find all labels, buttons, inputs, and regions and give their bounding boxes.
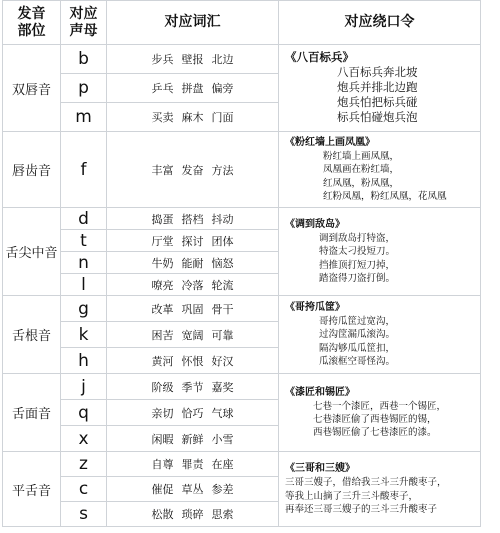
twister-title: 《八百标兵》	[285, 49, 354, 64]
table-row	[3, 132, 481, 208]
words-cell	[107, 74, 279, 103]
twister-title: 《调到敌岛》	[285, 218, 345, 230]
word: 小雪	[211, 432, 234, 446]
table-row	[3, 452, 481, 477]
table-row	[3, 45, 481, 74]
word: 琐碎	[181, 508, 204, 521]
initial-cell: k	[61, 322, 107, 348]
twister-line: 过沟筐漏瓜滚沟。	[319, 329, 396, 341]
place-cell: 双唇音	[3, 45, 61, 132]
word: 参差	[211, 483, 234, 496]
words-cell	[107, 426, 279, 452]
word: 能耐	[181, 256, 204, 270]
twister-line: 标兵怕碰炮兵泡	[337, 110, 418, 125]
word: 可靠	[211, 328, 234, 342]
header-initial-line2: 声母	[69, 22, 98, 39]
initial-cell: s	[61, 502, 107, 527]
word: 门面	[211, 111, 234, 124]
initials-table	[2, 0, 481, 527]
twister-line: 特盗太刁投短刀。	[319, 246, 396, 258]
initial-cell: m	[61, 103, 107, 132]
twister-line: 等我上山摘了三升三斗酸枣子，	[285, 490, 419, 502]
initial-cell: j	[61, 374, 107, 400]
initial-cell: l	[61, 274, 107, 296]
word: 松散	[151, 508, 174, 521]
word: 改革	[151, 302, 174, 316]
word: 团体	[211, 234, 234, 248]
place-cell: 平舌音	[3, 452, 61, 527]
word: 季节	[181, 380, 204, 394]
word: 新鲜	[181, 432, 204, 446]
initial-cell: t	[61, 230, 107, 252]
word: 抖动	[211, 212, 234, 226]
words-cell	[107, 477, 279, 502]
twister-line: 粉红墙上画凤凰，	[323, 151, 400, 163]
word: 闲暇	[151, 432, 174, 446]
header-place-line2: 部位	[17, 22, 46, 39]
word: 捣蛋	[151, 212, 174, 226]
word: 麻木	[181, 111, 204, 124]
initial-cell: h	[61, 348, 107, 374]
initial-cell: x	[61, 426, 107, 452]
words-cell	[107, 274, 279, 296]
word: 黄河	[151, 354, 174, 368]
place-cell: 舌尖中音	[3, 208, 61, 296]
twister-cell	[279, 452, 481, 527]
twister-cell	[279, 45, 481, 132]
twister-line: 八百标兵奔北坡	[337, 65, 418, 80]
initial-cell: q	[61, 400, 107, 426]
word: 思索	[211, 508, 234, 521]
word: 恰巧	[181, 406, 204, 420]
word: 催促	[151, 483, 174, 496]
twister-line: 七巷一个漆匠，西巷一个锡匠，	[313, 400, 447, 412]
twister-line: 红粉凤凰，粉红凤凰，花凤凰	[323, 190, 447, 202]
word: 北边	[211, 53, 234, 66]
word: 阶级	[151, 380, 174, 394]
header-initial-line1: 对应	[69, 5, 98, 22]
word: 轮流	[211, 278, 234, 292]
words-cell	[107, 374, 279, 400]
twister-cell	[279, 208, 481, 296]
initial-cell: n	[61, 252, 107, 274]
words-cell	[107, 252, 279, 274]
initial-cell: c	[61, 477, 107, 502]
twister-title: 《粉红墙上画凤凰》	[285, 136, 375, 148]
twister-title: 《漆匠和锡匠》	[285, 386, 355, 398]
twister-cell	[279, 296, 481, 374]
words-cell	[107, 132, 279, 208]
table-row	[3, 208, 481, 230]
word: 探讨	[181, 234, 204, 248]
word: 好汉	[211, 354, 234, 368]
twister-cell	[279, 374, 481, 452]
word: 困苦	[151, 328, 174, 342]
twister-line: 七巷漆匠偷了西巷锡匠的锡，	[313, 414, 437, 425]
twister-line: 挡推顶打短刀掉，	[319, 259, 396, 271]
word: 丰富	[151, 163, 174, 177]
twister-title: 《哥挎瓜筐》	[285, 301, 345, 313]
place-cell: 舌面音	[3, 374, 61, 452]
table-row	[3, 374, 481, 400]
word: 拼盘	[181, 82, 204, 95]
words-cell	[107, 348, 279, 374]
word: 买卖	[151, 111, 174, 124]
word: 方法	[211, 163, 234, 177]
word: 气球	[211, 406, 234, 420]
word: 宽阔	[181, 328, 204, 342]
header-initial	[61, 1, 107, 45]
words-cell	[107, 400, 279, 426]
twister-line: 凤凰画在粉红墙，	[323, 164, 400, 176]
word: 巩固	[181, 302, 204, 316]
twister-line: 西巷锡匠偷了七巷漆匠的漆。	[313, 427, 437, 439]
twister-line: 调到敌岛打特盗，	[319, 233, 396, 245]
twister-line: 瓜滚框空哥怪沟。	[319, 355, 396, 367]
initial-cell: p	[61, 74, 107, 103]
word: 恼怒	[211, 256, 234, 270]
header-twister: 对应绕口令	[279, 1, 481, 45]
words-cell	[107, 296, 279, 322]
initial-cell: z	[61, 452, 107, 477]
twister-title: 《三哥和三嫂》	[285, 463, 355, 475]
word: 亲切	[151, 406, 174, 420]
twister-cell	[279, 132, 481, 208]
words-cell	[107, 208, 279, 230]
word: 嘉奖	[211, 380, 234, 394]
twister-line: 踏盗得刀盗打倒。	[319, 272, 396, 284]
word: 冷落	[181, 278, 204, 292]
twister-line: 炮兵并排北边跑	[337, 80, 418, 95]
words-cell	[107, 452, 279, 477]
initial-cell: b	[61, 45, 107, 74]
word: 步兵	[151, 53, 174, 66]
word: 厅堂	[151, 234, 174, 248]
word: 罪责	[181, 458, 204, 471]
twister-line: 哥挎瓜筐过宽沟，	[319, 316, 396, 328]
twister-line: 炮兵怕把标兵碰	[337, 95, 418, 110]
word: 壁报	[181, 53, 204, 66]
place-cell: 唇齿音	[3, 132, 61, 208]
twister-line: 隔沟够瓜瓜筐扣，	[319, 342, 396, 354]
word: 发奋	[181, 163, 204, 177]
initial-cell: g	[61, 296, 107, 322]
twister-line: 三哥三嫂子，借给我三斗三升酸枣子，	[285, 477, 447, 489]
table-row	[3, 296, 481, 322]
word: 牛奶	[151, 256, 174, 270]
word: 乒乓	[151, 82, 174, 95]
words-cell	[107, 230, 279, 252]
word: 怀恨	[181, 354, 204, 368]
word: 自尊	[151, 458, 174, 471]
word: 骨干	[211, 302, 234, 316]
word: 搭档	[181, 212, 204, 226]
word: 偏旁	[211, 82, 234, 95]
word: 嘹亮	[151, 278, 174, 292]
twister-line: 再奉还三哥三嫂子的三斗三升酸枣子	[285, 503, 438, 515]
word: 在座	[211, 458, 234, 471]
header-place	[3, 1, 61, 45]
twister-line: 红凤凰，粉凤凰，	[323, 177, 400, 189]
words-cell	[107, 322, 279, 348]
place-cell: 舌根音	[3, 296, 61, 374]
words-cell	[107, 502, 279, 527]
initial-cell: d	[61, 208, 107, 230]
header-words: 对应词汇	[107, 1, 279, 45]
words-cell	[107, 45, 279, 74]
word: 草丛	[181, 483, 204, 496]
header-row	[3, 1, 481, 45]
initial-cell: f	[61, 132, 107, 208]
header-place-line1: 发音	[17, 5, 46, 22]
words-cell	[107, 103, 279, 132]
